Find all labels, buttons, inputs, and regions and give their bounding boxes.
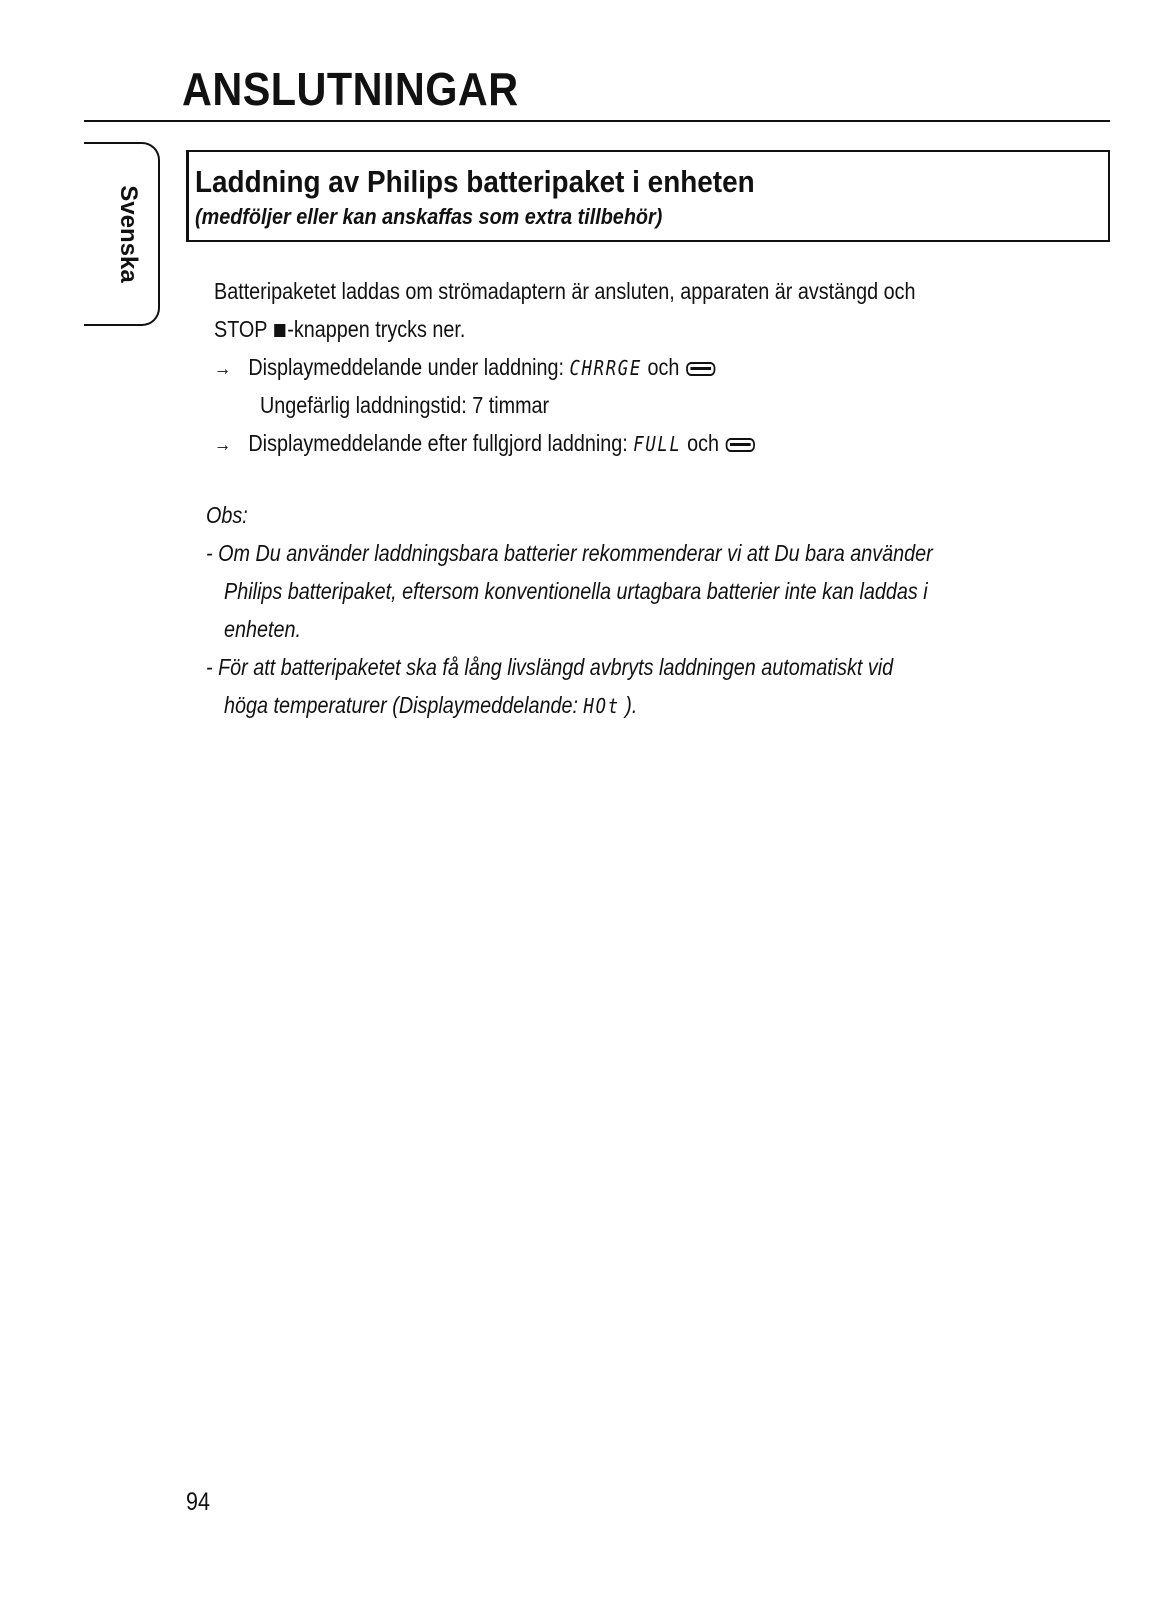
stop-square-icon [274, 324, 285, 337]
note-2-end: ). [619, 692, 638, 718]
title-rule [84, 120, 1110, 122]
arrow-right-icon: → [214, 434, 232, 456]
stop-suffix: -knappen trycks ner. [287, 316, 466, 342]
lcd-charge-text: CHRRGE [569, 356, 642, 380]
bullet-full [214, 432, 755, 455]
bullet-charging [214, 356, 715, 379]
battery-icon [726, 438, 755, 452]
language-tab-label: Svenska [115, 185, 142, 283]
stop-label: STOP [214, 316, 273, 342]
note-1-line-1: - Om Du använder laddningsbara batterier rekommenderar vi att Du bara använder [206, 540, 933, 566]
notes-heading: Obs: [206, 502, 248, 528]
section-subtitle: (medföljer eller kan anskaffas som extra tillbehör) [195, 204, 663, 229]
bullet-full-och: och [681, 430, 719, 456]
battery-icon [686, 362, 715, 376]
page-number: 94 [186, 1488, 210, 1516]
bullet-full-text: Displaymeddelande efter fullgjord laddning: [248, 430, 634, 456]
note-1-line-3: enheten. [224, 616, 301, 642]
note-2-line-1: - För att batteripaketet ska få lång livslängd avbryts laddningen automatiskt vid [206, 654, 894, 680]
section-header-box [186, 150, 1110, 242]
page-title: ANSLUTNINGAR [182, 63, 519, 115]
lcd-hot-text: HOt [583, 694, 620, 718]
lcd-full-text: FULL [633, 432, 682, 456]
bullet-charging-och: och [641, 354, 680, 380]
bullet-charging-text: Displaymeddelande under laddning: [248, 354, 570, 380]
body-line-1: Batteripaketet laddas om strömadaptern är ansluten, apparaten är avstängd och [214, 278, 916, 304]
section-title: Laddning av Philips batteripaket i enheten [195, 164, 755, 199]
body-line-2 [214, 318, 465, 341]
bullet-charging-time: Ungefärlig laddningstid: 7 timmar [260, 392, 550, 418]
arrow-right-icon: → [214, 358, 232, 380]
note-1-line-2: Philips batteripaket, eftersom konventionella urtagbara batterier inte kan laddas i [224, 578, 928, 604]
note-2-line-2 [224, 694, 637, 717]
note-2-text: höga temperaturer (Displaymeddelande: [224, 692, 584, 718]
